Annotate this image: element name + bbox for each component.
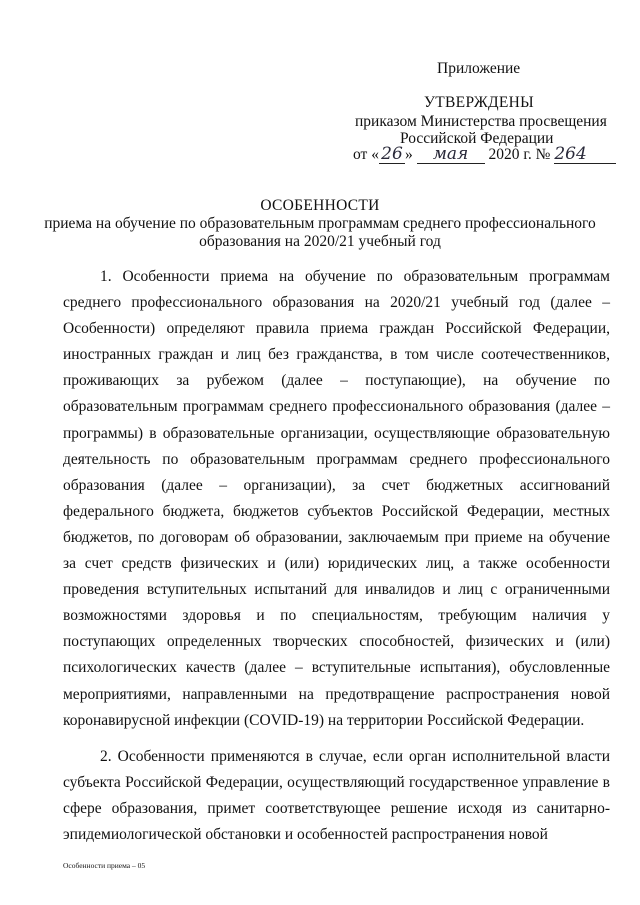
document-subtitle: [0, 215, 640, 251]
subtitle-line-1: приема на обучение по образовательным программам среднего профессионального: [44, 215, 596, 232]
page-footer: Особенности приема – 05: [63, 861, 146, 870]
order-number: 264: [554, 146, 616, 164]
order-day: 26: [379, 146, 405, 164]
document-body: [63, 264, 610, 858]
date-prefix: от «: [353, 146, 379, 163]
paragraph-1: 1. Особенности приема на обучение по образовательным программам среднего профессионального образования на 2020/21 учебный год (далее – Особенности) определяют правила приема граждан Российской Федерации, иностранных граждан и лиц без гражданства, в том числе соотечественников, проживающих за рубежом (далее – поступающие), на обучение по образовательным программам среднего профессионального образования (далее – программы) в образовательные организации, осуществляющие образовательную деятельность по образовательным программам среднего профессионального образования (далее – организации), за счет бюджетных ассигнований федерального бюджета, бюджетов субъектов Российской Федерации, местных бюджетов, по договорам об образовании, заключаемым при приеме на обучение за счет средств физических и (или) юридических лиц, а также особенности проведения вступительных испытаний для инвалидов и лиц с ограниченными возможностями здоровья и по специальностям, требующим наличия у поступающих определенных творческих способностей, физических и (или) психологических качеств (далее – вступительные испытания), обусловленные мероприятиями, направленными на предотвращение распространения новой коронавирусной инфекции (COVID-19) на территории Российской Федерации.: [63, 268, 610, 729]
subtitle-line-2: образования на 2020/21 учебный год: [199, 233, 441, 250]
order-country: Российской Федерации: [400, 130, 554, 147]
date-year-number-label: 2020 г. №: [488, 146, 551, 163]
date-day-close: »: [404, 146, 413, 163]
approved-label: УТВЕРЖДЕНЫ: [424, 94, 534, 111]
document-title: ОСОБЕННОСТИ: [260, 197, 380, 214]
paragraph-2: 2. Особенности применяются в случае, если орган исполнительной власти субъекта Российской Федерации, осуществляющий государственное управление в сфере образования, примет соответствующее решение исходя из санитарно-эпидемиологической обстановки и особенностей распространения новой: [63, 747, 610, 843]
order-month: мая: [417, 146, 485, 164]
order-authority: приказом Министерства просвещения: [355, 113, 607, 130]
order-date-line: [353, 146, 616, 164]
appendix-label: Приложение: [437, 60, 521, 77]
